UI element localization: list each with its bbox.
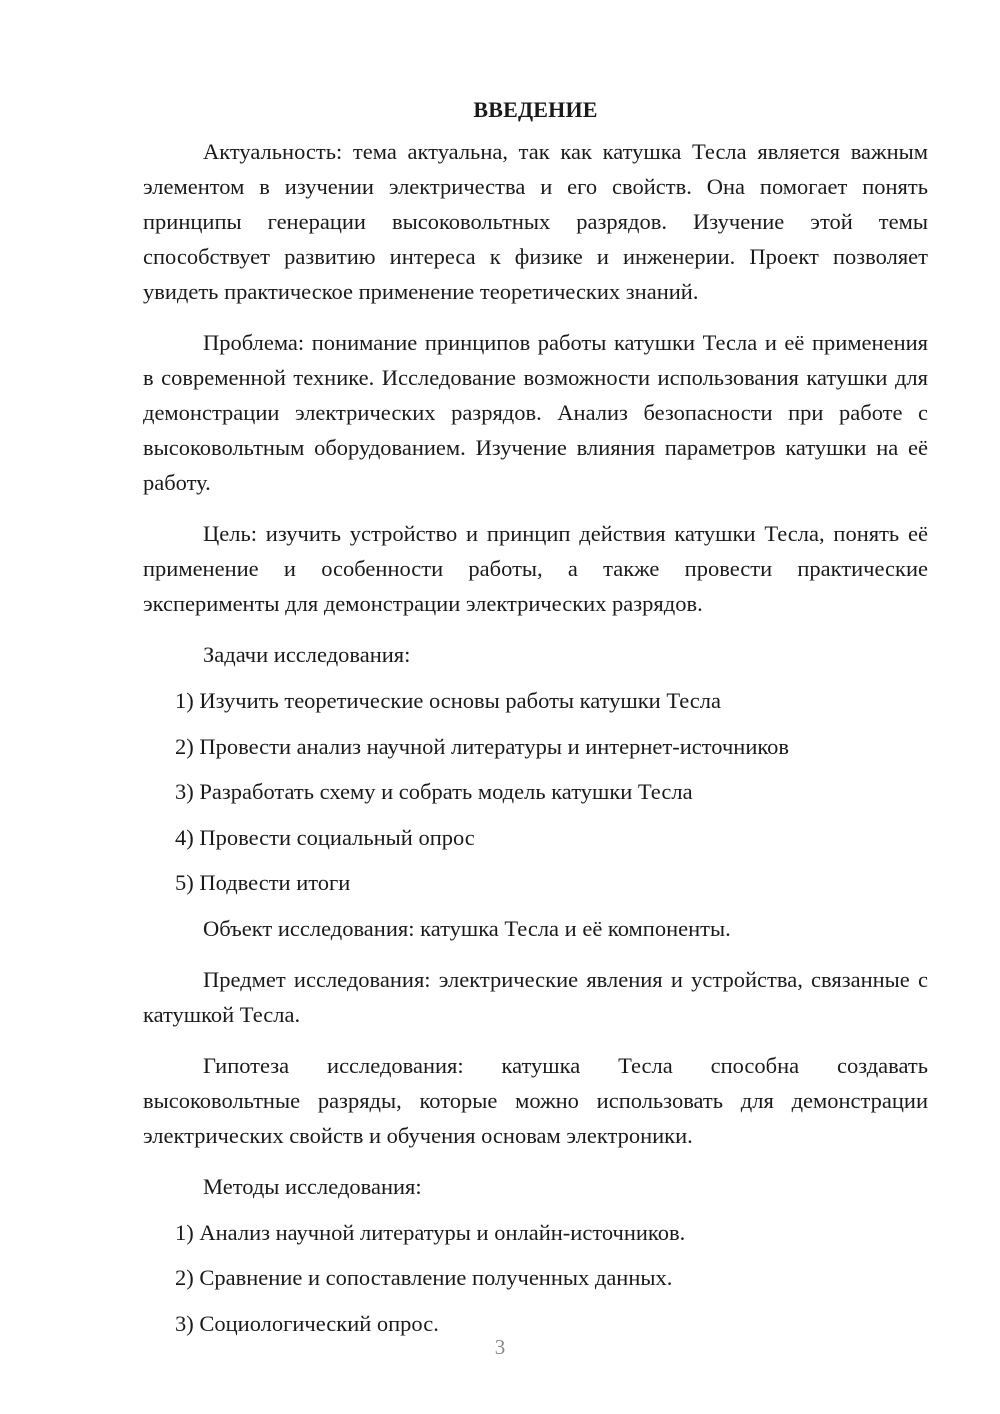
page-title: ВВЕДЕНИЕ (473, 97, 598, 122)
object-paragraph: Объект исследования: катушка Тесла и её компоненты. (203, 915, 731, 941)
task-item-5: 5) Подвести итоги (175, 870, 351, 895)
task-item-3: 3) Разработать схему и собрать модель катушки Тесла (175, 779, 693, 804)
methods-list (143, 1215, 928, 1341)
document-page (143, 92, 928, 1351)
task-item-1: 1) Изучить теоретические основы работы катушки Тесла (175, 688, 721, 713)
method-item-3: 3) Социологический опрос. (175, 1310, 439, 1336)
subject-paragraph: Предмет исследования: электрические явления и устройства, связанные с катушкой Тесла. (143, 966, 928, 1027)
relevance-paragraph: Актуальность: тема актуальна, так как катушка Тесла является важным элементом в изучении электричества и его свойств. Она помогает понять принципы генерации высоковольтных разрядов. Изучение этой темы способствует развитию интереса к физике и инженерии. Проект позволяет увидеть практическое применение теоретических знаний. (143, 139, 928, 304)
method-item-2: 2) Сравнение и сопоставление полученных данных. (175, 1265, 673, 1290)
goal-paragraph: Цель: изучить устройство и принцип действия катушки Тесла, понять её применение и особенности работы, а также провести практические эксперименты для демонстрации электрических разрядов. (143, 521, 928, 616)
hypothesis-paragraph: Гипотеза исследования: катушка Тесла способна создавать высоковольтные разряды, которые можно использовать для демонстрации электрических свойств и обучения основам электроники. (143, 1052, 928, 1148)
task-item-2: 2) Провести анализ научной литературы и интернет-источников (175, 733, 790, 759)
tasks-heading: Задачи исследования: (203, 642, 411, 667)
tasks-list (143, 683, 928, 900)
method-item-1: 1) Анализ научной литературы и онлайн-источников. (175, 1219, 686, 1245)
methods-heading: Методы исследования: (203, 1173, 422, 1199)
task-item-4: 4) Провести социальный опрос (175, 824, 475, 850)
page-number: 3 (494, 1335, 506, 1359)
problem-paragraph: Проблема: понимание принципов работы катушки Тесла и её применения в современной технике. Исследование возможности использования катушки для демонстрации электрических разрядов. Анализ безопасности при работе с высоковольтным оборудованием. Изучение влияния параметров катушки на её работу. (143, 330, 928, 495)
